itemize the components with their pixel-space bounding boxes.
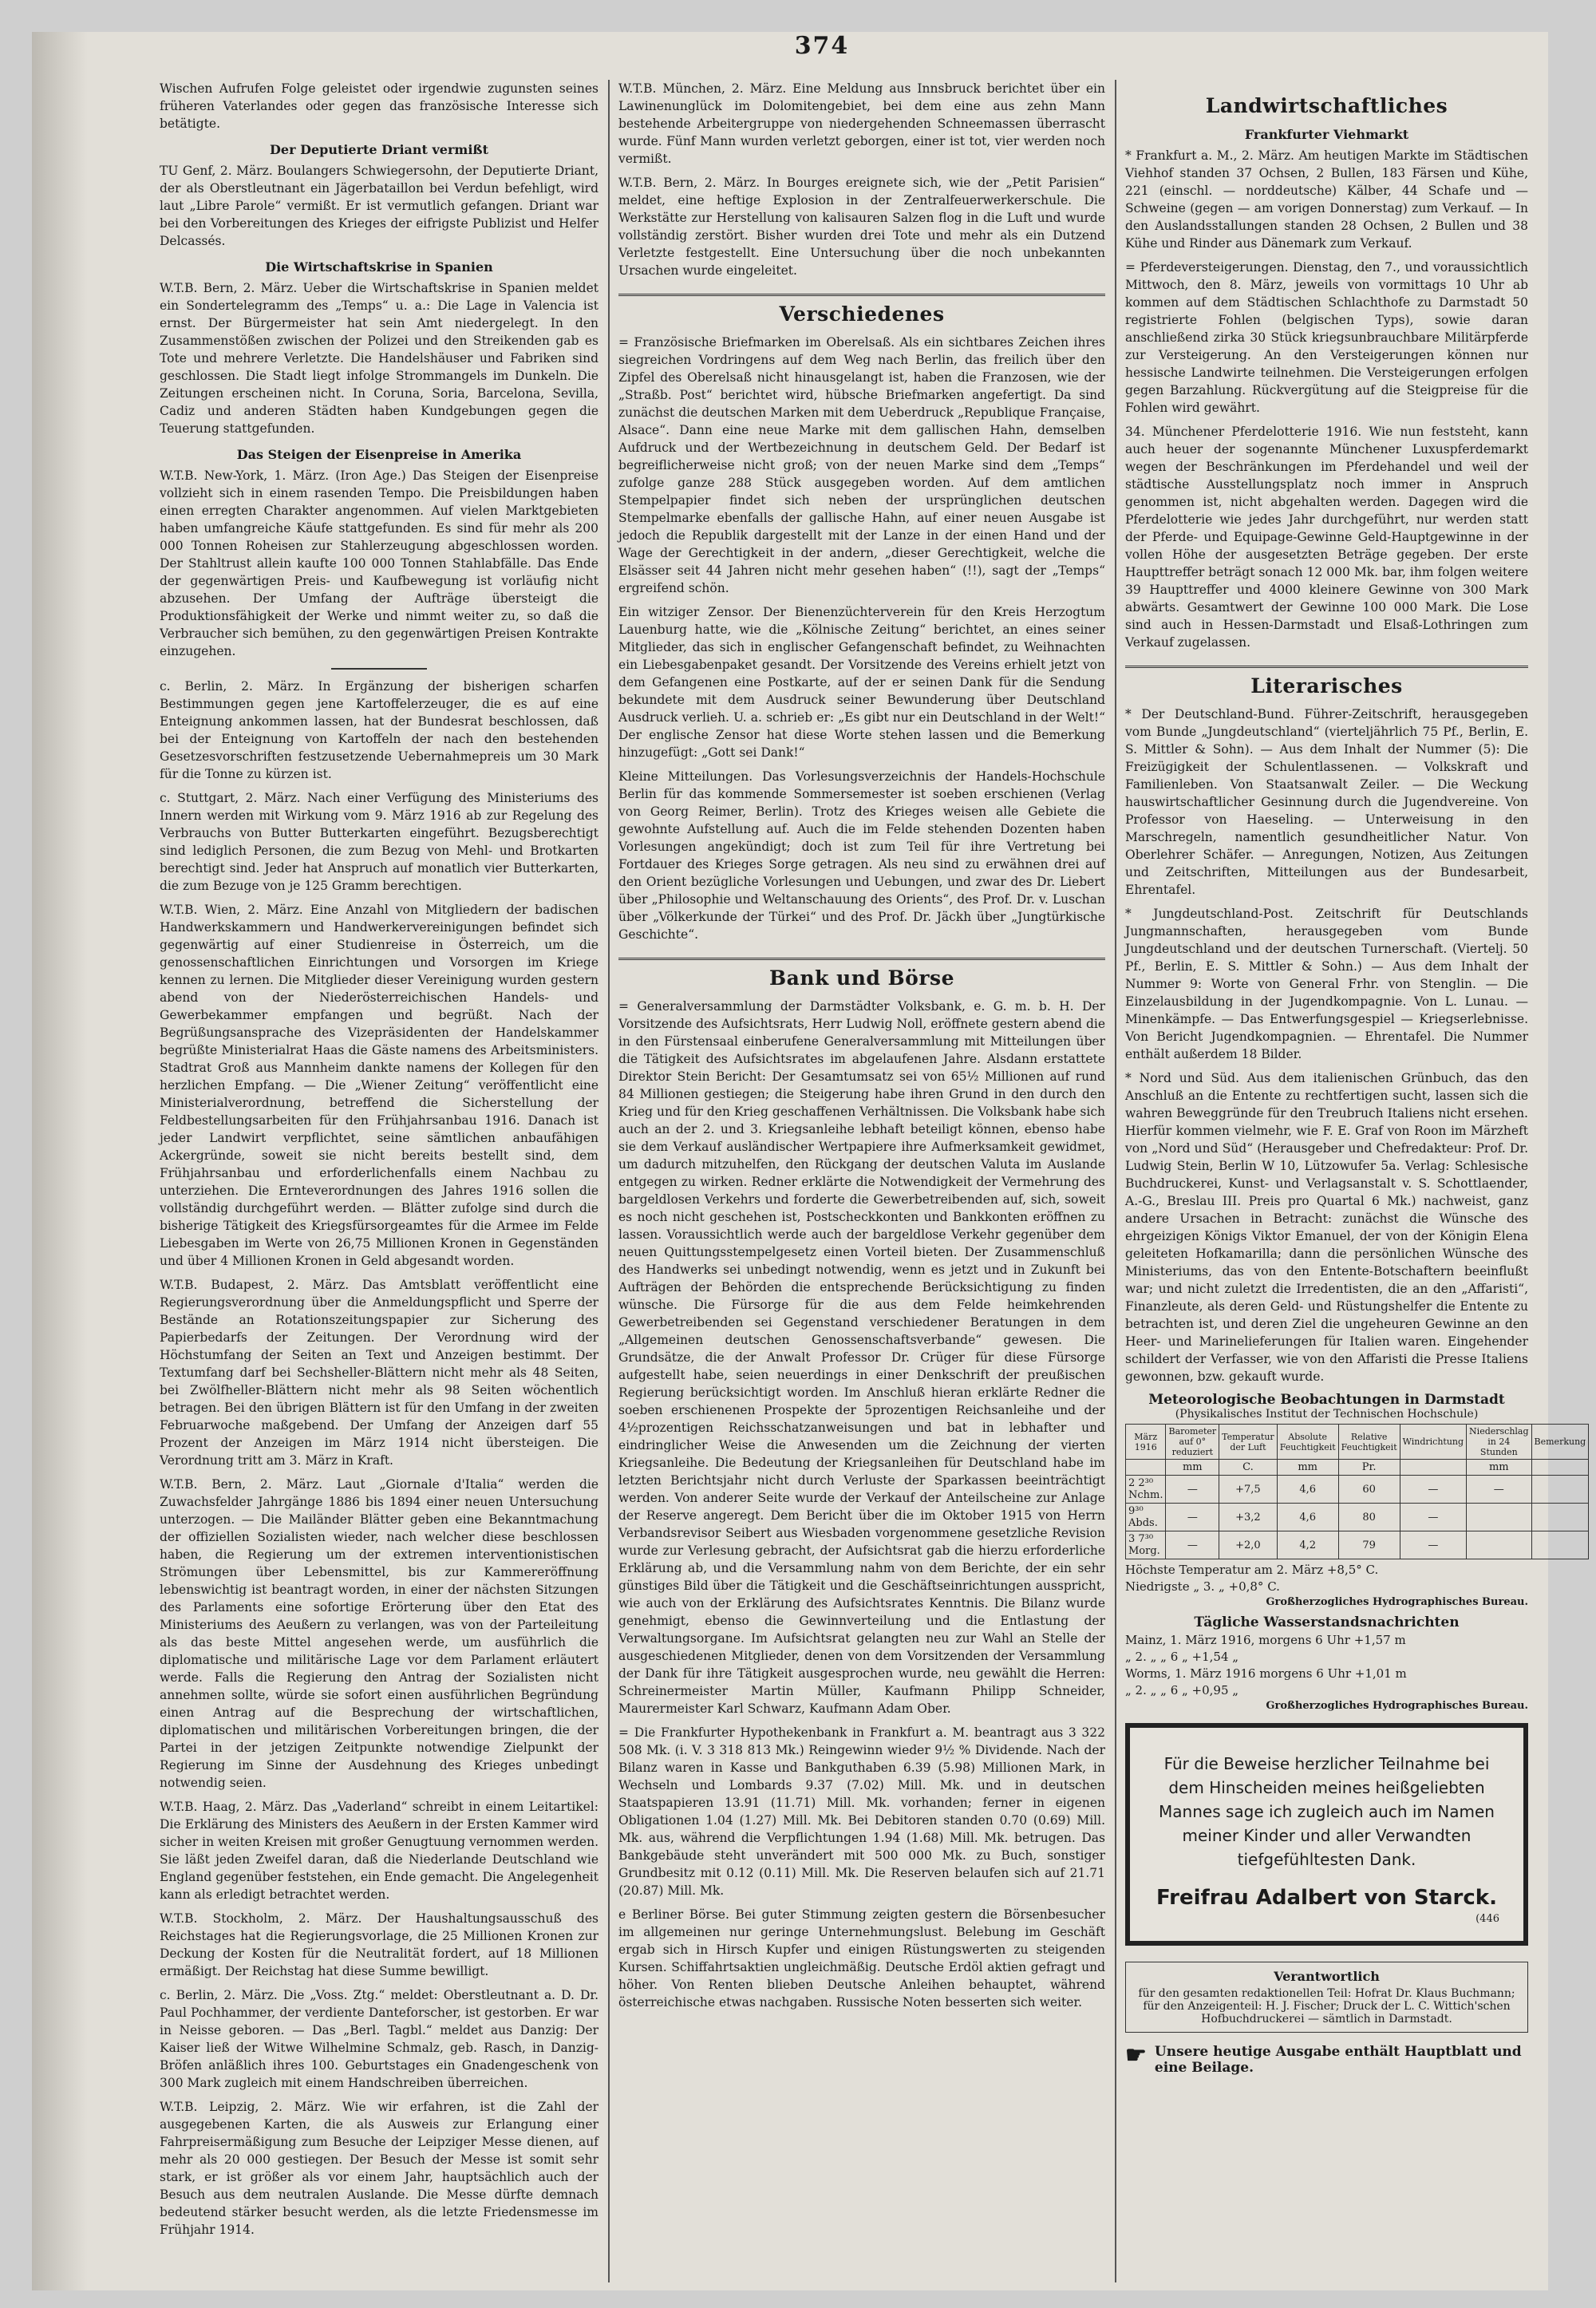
table-cell: 4,2	[1277, 1531, 1338, 1559]
article-text: c. Berlin, 2. März. In Ergänzung der bisherigen scharfen Bestimmungen gegen jene Kartoffelerzeuger, die es auf eine Enteignung ankommen lassen, hat der Bundesrat beschlossen, daß bei der Enteignung von Kartoffeln der nach den bestehenden Gesetzesvorschriften festzusetzende Uebernahmepreis um 30 Mark für die Tonne zu kürzen ist.	[160, 679, 598, 781]
article-text: W.T.B. Bern, 2. März. Ueber die Wirtschaftskrise in Spanien meldet ein Sondertelegramm des „Temps“ u. a.: Die Lage in Valencia ist ernst. Der Bürgermeister hat sein Amt niedergelegt. In den Zusammenstößen zwischen der Polizei und den Streikenden gab es Tote und mehrere Verletzte. Die Handelshäuser und Fabriken sind geschlossen. Die Stadt liegt infolge Strommangels im Dunkeln. Die Zeitungen erscheinen nicht. In Coruna, Soria, Barcelona, Sevilla, Cadiz und anderen Städten haben Kundgebungen gegen die Teuerung stattgefunden.	[160, 281, 598, 436]
table-header: Bemerkung	[1531, 1425, 1589, 1460]
unit-cell	[1126, 1460, 1166, 1476]
article-text: TU Genf, 2. März. Boulangers Schwiegersohn, der Deputierte Driant, der als Oberstleutnant ein Jägerbataillon bei Verdun befehligt, wird laut „Libre Parole“ vermißt. Er ist vermutlich gefangen. Driant war bei den Vorbereitungen des Krieges der eifrigste Publizist und Helfer Delcassés.	[160, 164, 598, 248]
column-2	[618, 80, 1105, 2282]
table-cell: +7,5	[1219, 1476, 1278, 1504]
unit-cell: Pr.	[1338, 1460, 1400, 1476]
temperature-max: Höchste Temperatur am 2. März +8,5° C.	[1125, 1563, 1379, 1577]
water-level-line: „ 2. „ „ 6 „ +0,95 „	[1125, 1683, 1239, 1697]
table-cell: —	[1400, 1476, 1466, 1504]
edition-note-text: Unsere heutige Ausgabe enthält Hauptblatt und eine Beilage.	[1154, 2044, 1522, 2076]
article-text: W.T.B. München, 2. März. Eine Meldung aus Innsbruck berichtet über ein Lawinenunglück im Dolomitengebiet, bei dem eine aus zehn Mann bestehende Arbeitergruppe von niedergehenden Schneemassen überrascht wurde. Fünf Mann wurden verletzt geborgen, einer ist tot, vier werden noch vermißt.	[618, 81, 1105, 166]
table-cell: 4,6	[1277, 1504, 1338, 1531]
table-cell	[1531, 1531, 1589, 1559]
weather-table-subtitle: (Physikalisches Institut der Technischen Hochschule)	[1175, 1408, 1479, 1421]
article-text: * Nord und Süd. Aus dem italienischen Grünbuch, das den Anschluß an die Entente zu rechtfertigen sucht, lassen sich die wahren Beweggründe für den Treubruch Italiens nicht ersehen. Hierfür kommen vielmehr, wie F. E. Graf von Roon im Märzheft von „Nord und Süd“ (Herausgeber und Chefredakteur: Prof. Dr. Ludwig Stein, Berlin W 10, Lützowufer 5a. Verlag: Schlesische Buchdruckerei, Kunst- und Verlagsanstalt v. S. Schottlaender, A.-G., Breslau III. Preis pro Quartal 6 Mk.) nachweist, ganz andere Ursachen in Betracht: zunächst die Wünsche des ehrgeizigen Königs Viktor Emanuel, der von der Königin Elena geleiteten Hofkamarilla; dann die persönlichen Wünsche des Ministeriums, das von den Entente-Botschaftern beeinflußt war; und nicht zuletzt die Irredentisten, die an den „Affaristi“, Finanzleute, als deren Geld- und Rüstungshelfer die Entente zu betrachten ist, und deren Ziel die ungeheuren Gewinne an den Heer- und Marinelieferungen für Italien waren. Eingehender schildert der Verfasser, wie von den Affaristi die Presse Italiens gewonnen, bzw. gekauft wurde.	[1125, 1071, 1528, 1384]
water-level-line: Worms, 1. März 1916 morgens 6 Uhr +1,01 m	[1125, 1666, 1407, 1681]
table-row	[1126, 1476, 1589, 1504]
imprint-box	[1125, 1962, 1528, 2033]
table-cell: —	[1166, 1531, 1219, 1559]
article-text: 34. Münchener Pferdelotterie 1916. Wie nun feststeht, kann auch heuer der sogenannte Münchener Luxuspferdemarkt wegen der Beschränkungen im Pferdehandel und weil der städtische Ausstellungsplatz noch immer in Anspruch genommen ist, nicht abgehalten werden. Dagegen wird die Pferdelotterie wie jedes Jahr durchgeführt, nur werden statt der Pferde- und Equipage-Gewinne Geld-Hauptgewinne in der vollen Höhe der ausgesetzten Beträge gegeben. Der erste Haupttreffer beträgt sonach 12 000 Mk. bar, ihm folgen weitere 39 Haupttreffer und 4000 kleinere Gewinne von 300 Mark abwärts. Gesamtwert der Gewinne 100 000 Mark. Die Lose sind auch in Hessen-Darmstadt und Elsaß-Lothringen zum Verkauf zugelassen.	[1125, 425, 1528, 650]
notice-number: (446	[1476, 1913, 1499, 1925]
water-level-line: Mainz, 1. März 1916, morgens 6 Uhr +1,57 m	[1125, 1633, 1406, 1647]
table-cell	[1531, 1504, 1589, 1531]
edition-note	[1125, 2041, 1528, 2076]
weather-table-title: Meteorologische Beobachtungen in Darmstadt	[1148, 1392, 1505, 1408]
article-text: c. Berlin, 2. März. Die „Voss. Ztg.“ meldet: Oberstleutnant a. D. Dr. Paul Pochhammer, der verdiente Danteforscher, ist gestorben. Er war in Neisse geboren. — Das „Berl. Tagbl.“ meldet aus Danzig: Der Kaiser ließ der Witwe Wilhelmine Schmalz, geb. Rasch, in Danzig-Bröfen anläßlich ihres 100. Geburtstages ein Gnadengeschenk von 300 Mark zugleich mit einem Handschreiben überreichen.	[160, 1988, 598, 2090]
unit-cell	[1400, 1460, 1466, 1476]
table-header: März 1916	[1126, 1425, 1166, 1460]
article-text: W.T.B. Bern, 2. März. In Bourges ereignete sich, wie der „Petit Parisien“ meldet, eine heftige Explosion in der Zentralfeuerwerkerschule. Die Werkstätte zur Herstellung von kalisauren Salzen flog in die Luft und wurde vollständig zerstört. Bisher wurden drei Tote und mehr als ein Dutzend Verletzte festgestellt. Eine Untersuchung über die noch unbekannten Ursachen wurde eingeleitet.	[618, 176, 1105, 278]
imprint-text: für den gesamten redaktionellen Teil: Hofrat Dr. Klaus Buchmann; für den Anzeigenteil: H. J. Fischer; Druck der L. C. Wittich'schen Hofbuchdruckerei — sämtlich in Darmstadt.	[1138, 1987, 1515, 2025]
water-level-source: Großherzogliches Hydrographisches Bureau.	[1266, 1700, 1528, 1712]
table-cell: 79	[1338, 1531, 1400, 1559]
article-text: c. Stuttgart, 2. März. Nach einer Verfügung des Ministeriums des Innern werden mit Wirkung vom 9. März 1916 ab zur Regelung des Verbrauchs von Butter Butterkarten eingeführt. Bezugsberechtigt sind lediglich Personen, die zum Bezug von Mehl- und Brotkarten berechtigt sind. Jeder hat Anspruch auf monatlich vier Butterkarten, die zum Bezuge von je 125 Gramm berechtigen.	[160, 791, 598, 893]
notice-text: Für die Beweise herzlicher Teilnahme bei dem Hinscheiden meines heißgeliebten Mannes sage ich zugleich auch im Namen meiner Kinder und aller Verwandten tiefgefühltesten Dank.	[1159, 1754, 1495, 1869]
article-text: e Berliner Börse. Bei guter Stimmung zeigten gestern die Börsenbesucher im allgemeinen nur geringe Unternehmungslust. Belebung im Geschäft ergab sich in Hirsch Kupfer und einigen Rüstungswerten zu steigenden Kursen. Schiffahrtsaktien ungleichmäßig. Deutsche Erdöl aktien gefragt und höher. Von Renten blieben Deutsche Anleihen behauptet, während österreichische etwas nachgaben. Russische Noten besserten sich weiter.	[618, 1907, 1105, 2010]
table-header: Windrichtung	[1400, 1425, 1466, 1460]
table-cell	[1467, 1531, 1531, 1559]
article-text: Ein witziger Zensor. Der Bienenzüchterverein für den Kreis Herzogtum Lauenburg hatte, wie die „Kölnische Zeitung“ berichtet, an eines seiner Mitglieder, das sich in englischer Gefangenschaft befindet, zu Weihnachten ein Liebesgabenpaket gesandt. Der Vorsitzende des Vereins erhielt jetzt von dem Gefangenen eine Postkarte, auf der er seinen Dank für die Sendung bekundete mit dem Ausdruck seiner Bewunderung über Deutschland Ausdruck verlieh. U. a. schrieb er: „Es gibt nur ein Deutschland in der Welt!“ Der englische Zensor hat diese Worte stehen lassen und die Bemerkung hinzugefügt: „Gott sei Dank!“	[618, 605, 1105, 760]
table-cell: 80	[1338, 1504, 1400, 1531]
headline: Die Wirtschaftskrise in Spanien	[265, 259, 493, 275]
table-cell	[1467, 1504, 1531, 1531]
headline: Der Deputierte Driant vermißt	[270, 142, 488, 157]
table-cell: 60	[1338, 1476, 1400, 1504]
notice-signature: Freifrau Adalbert von Starck.	[1156, 1886, 1497, 1910]
table-header: Barometer auf 0° reduziert	[1166, 1425, 1219, 1460]
page-number: 374	[794, 32, 850, 60]
article-text: W.T.B. Stockholm, 2. März. Der Haushaltungsausschuß des Reichstages hat die Regierungsvorlage, die 25 Millionen Kronen zur Deckung der Kosten für die Neutralität fordert, auf 18 Millionen ermäßigt. Der Reichstag hat diese Summe bewilligt.	[160, 1911, 598, 1978]
table-cell: —	[1400, 1504, 1466, 1531]
unit-cell: mm	[1166, 1460, 1219, 1476]
pointing-hand-icon: ☛	[1125, 2041, 1147, 2069]
column-1	[160, 80, 598, 2282]
water-level-line: „ 2. „ „ 6 „ +1,54 „	[1125, 1650, 1239, 1664]
table-cell: +2,0	[1219, 1531, 1278, 1559]
column-rule	[1115, 80, 1116, 2282]
weather-table	[1125, 1424, 1589, 1559]
temperature-min: Niedrigste „ 3. „ +0,8° C.	[1125, 1579, 1280, 1594]
table-cell: 3 7³⁰ Morg.	[1126, 1531, 1166, 1559]
section-title: Landwirtschaftliches	[1205, 94, 1448, 117]
section-title: Verschiedenes	[618, 294, 1105, 326]
column-3	[1125, 80, 1586, 2282]
column-rule	[608, 80, 610, 2282]
headline: Das Steigen der Eisenpreise in Amerika	[236, 447, 522, 462]
article-text: = Die Frankfurter Hypothekenbank in Frankfurt a. M. beantragt aus 3 322 508 Mk. (i. V. 3 318 813 Mk.) Reingewinn wieder 9½ % Dividende. Nach der Bilanz waren in Kasse und Bankguthaben 6.39 (5.98) Millionen Mark, in Wechseln und Lombards 9.37 (7.02) Mill. Mk. und in deutschen Staatspapieren 13.91 (11.71) Mill. Mk. vorhanden; ferner in eigenen Obligationen 1.04 (1.27) Mill. Mk. Bei Debitoren standen 0.70 (0.69) Mill. Mk. aus, während die Verpflichtungen 1.94 (1.68) Mill. Mk. betrugen. Das Bankgebäude steht unverändert mit 500 000 Mk. zu Buch, sonstiger Grundbesitz mit 0.12 (0.11) Mill. Mk. Die Reserven belaufen sich auf 21.71 (20.87) Mill. Mk.	[618, 1725, 1105, 1898]
article-text: * Frankfurt a. M., 2. März. Am heutigen Markte im Städtischen Viehhof standen 37 Ochsen, 2 Bullen, 183 Färsen und Kühe, 221 (einschl. — norddeutsche) Kälber, 44 Schafe und — Schweine (gegen — am vorigen Donnerstag) zum Verkauf. — In den Auslandsstallungen standen 28 Ochsen, 2 Bullen und 38 Kühe und Rinder aus Dänemark zum Verkauf.	[1125, 148, 1528, 251]
table-cell	[1531, 1476, 1589, 1504]
article-text: = Generalversammlung der Darmstädter Volksbank, e. G. m. b. H. Der Vorsitzende des Aufsichtsrats, Herr Ludwig Noll, eröffnete gestern abend die in den Fürstensaal einberufene Generalversammlung mit Mitteilungen über die Tätigkeit des Aufsichtsrates im abgelaufenen Jahre. Alsdann erstattete Direktor Stein Bericht: Der Gesamtumsatz sei von 65½ Millionen auf rund 84 Millionen gestiegen; die Steigerung habe ihren Grund in den durch den Krieg und für den Krieg geschaffenen Verhältnissen. Die Volksbank habe sich auch an der 2. und 3. Kriegsanleihe lebhaft beteiligt können, ebenso habe sie dem Verkauf ausländischer Wertpapiere ihre Aufmerksamkeit gewidmet, um dadurch mitzuhelfen, den Rückgang der deutschen Valuta im Auslande entgegen zu wirken. Redner erklärte die Notwendigkeit der Vermehrung des bargeldlosen Verkehrs und forderte die Gewerbetreibenden auf, sich, soweit es noch nicht geschehen ist, Postscheckkonten und Bankkonten eröffnen zu lassen. Voraussichtlich werde auch der bargeldlose Verkehr gegenüber dem neuen Quittungsstempelgesetz einen Vorteil bieten. Der Zusammenschluß des Handwerks sei unbedingt notwendig, wenn es jetzt und in Zukunft bei Aufträgen der Behörden die entsprechende Berücksichtigung zu finden wünsche. Die Fürsorge für die aus dem Felde heimkehrenden Gewerbetreibenden sei Gegenstand verschiedener Beratungen in dem „Allgemeinen deutschen Genossenschaftsverbande“ gewesen. Die Grundsätze, die der Anwalt Professor Dr. Crüger für diese Fürsorge aufgestellt habe, seien neuerdings in einer Denkschrift der preußischen Regierung berücksichtigt worden. Im Anschluß hieran erklärte Redner die soeben erschienenen Prospekte der 5prozentigen Reichsanleihe und der 4½prozentigen Reichsschatzanweisungen und bat in lebhafter und eindringlicher Weise die Anwesenden um die Zeichnung der vierten Kriegsanleihe. Die Bedeutung der Kriegsanleihen für Deutschland habe im letzten Berichtsjahr nicht durch Verluste der Sparkassen beeinträchtigt werden. Von anderer Seite wurde der Verkauf der Anteilscheine zur Anlage der Reserve angeregt. Dem Bericht über die im Oktober 1915 von Herrn Verbandsrevisor Seibert aus Wiesbaden vorgenommene gesetzliche Revision wurde zur Verlesung gebracht, der Aufsichtsrat gab die hierzu erforderliche Erklärung ab, und die Versammlung nahm von dem Berichte, der ein sehr günstiges Bild über die Tätigkeit und die Geschäftseinrichtungen ausspricht, wie auch von der Erklärung des Aufsichtsrates Kenntnis. Die Bilanz wurde genehmigt, ebenso die Gewinnverteilung und die Entlastung der Verwaltungsorgane. Im Aufsichtsrat gelangten neu zur Wahl an Stelle der ausgeschiedenen Mitglieder, denen von dem Vorsitzenden der Versammlung der Dank für ihre Tätigkeit ausgesprochen wurde, neu gewählt die Herren: Schreinermeister Martin Müller, Kaufmann Philipp Schneider, Maurermeister Karl Schwarz, Kaufmann Adam Ober.	[618, 999, 1105, 1716]
section-title: Bank und Börse	[618, 958, 1105, 990]
table-header: Temperatur der Luft	[1219, 1425, 1278, 1460]
headline: Frankfurter Viehmarkt	[1244, 127, 1409, 142]
article-text: W.T.B. Leipzig, 2. März. Wie wir erfahren, ist die Zahl der ausgegebenen Karten, die als Ausweis zur Erlangung einer Fahrpreisermäßigung zum Besuche der Leipziger Messe dienen, auf mehr als 20 000 gestiegen. Der Besuch der Messe ist somit sehr stark, er ist größer als vor einem Jahr, hauptsächlich auch der Besuch aus dem neutralen Auslande. Die Messe dürfte demnach bedeutend stärker besucht werden, als die letzte Friedensmesse im Frühjahr 1914.	[160, 2100, 598, 2237]
unit-cell	[1531, 1460, 1589, 1476]
unit-cell: mm	[1467, 1460, 1531, 1476]
water-level-title: Tägliche Wasserstandsnachrichten	[1194, 1614, 1460, 1630]
table-cell: 2 2³⁰ Nchm.	[1126, 1476, 1166, 1504]
table-header: Relative Feuchtigkeit	[1338, 1425, 1400, 1460]
weather-source: Großherzogliches Hydrographisches Bureau.	[1266, 1596, 1528, 1608]
obituary-notice	[1125, 1723, 1528, 1946]
imprint-title: Verantwortlich	[1274, 1969, 1380, 1984]
separator	[331, 668, 427, 670]
table-unit-row	[1126, 1460, 1589, 1476]
table-header: Niederschlag in 24 Stunden	[1467, 1425, 1531, 1460]
article-text: W.T.B. New-York, 1. März. (Iron Age.) Das Steigen der Eisenpreise vollzieht sich in einem rasenden Tempo. Die Preisbildungen haben einen erregten Charakter angenommen. Auf vielen Marktgebieten haben umfangreiche Käufe stattgefunden. Es sind für mehr als 200 000 Tonnen Roheisen zur Stahlerzeugung abgeschlossen worden. Der Stahltrust allein kaufte 100 000 Tonnen Stahlabfälle. Das Ende der gegenwärtigen Preis- und Kaufbewegung ist vorläufig nicht abzusehen. Der Umfang der Aufträge übersteigt die Produktionsfähigkeit der Werke und nimmt weiter zu, so daß die Verbraucher sich bemühen, zu den gegenwärtigen Preisen Kontrakte einzugehen.	[160, 468, 598, 658]
unit-cell: C.	[1219, 1460, 1278, 1476]
article-text: W.T.B. Haag, 2. März. Das „Vaderland“ schreibt in einem Leitartikel: Die Erklärung des Ministers des Aeußern in der Ersten Kammer wird sicher in weiten Kreisen mit großer Genugtuung vernommen werden. Sie läßt jeden Zweifel daran, daß die Niederlande Deutschland wie England gegenüber feststehen, ein Ende gemacht. Die Angelegenheit kann als erledigt betrachtet werden.	[160, 1800, 598, 1902]
table-cell: +3,2	[1219, 1504, 1278, 1531]
table-cell: —	[1467, 1476, 1531, 1504]
article-text: = Pferdeversteigerungen. Dienstag, den 7., und voraussichtlich Mittwoch, den 8. März, jeweils von vormittags 10 Uhr ab kommen auf dem Städtischen Schlachthofe zu Darmstadt 50 registrierte Fohlen (belgischen Typs), sowie daran anschließend zirka 30 Stück kriegsunbrauchbare Militärpferde zur Versteigerung. An den Versteigerungen können nur hessische Landwirte teilnehmen. Die Versteigerungen erfolgen gegen Barzahlung. Rückvergütung auf die Steigpreise für die Fohlen wird gewährt.	[1125, 260, 1528, 415]
article-text: W.T.B. Bern, 2. März. Laut „Giornale d'Italia“ werden die Zuwachsfelder Jahrgänge 1886 bis 1894 einer neuen Untersuchung unterzogen. — Die Mailänder Blätter geben eine Bekanntmachung der offiziellen Sozialisten wieder, nach welcher diese beschlossen haben, die Regierung um der extremen interventionistischen Strömungen über Lebensmittel, bis zur Kammereröffnung lebenswichtig ist beantragt worden, in einer der nächsten Sitzungen des Parlaments eine sofortige Erörterung über den Etat des Ministeriums des Aeußern zu verlangen, was von der Parteileitung als das beste Mittel angesehen werde, um ausführlich die diplomatische und militärische Lage vor dem Parlament erläutert werde. Falls die Regierung den Antrag der Sozialisten nicht annehmen sollte, würde sie sofort einen ausführlichen Begründung einen Antrag auf die Besprechung der wirtschaftlichen, diplomatischen und militärischen Vorbereitungen bringen, die der Partei in der jetzigen Zeitpunkte notwendige Zielpunkt der Regierung im Sinne der Ausdehnung des Krieges unbedingt notwendig seien.	[160, 1477, 598, 1790]
article-text: W.T.B. Budapest, 2. März. Das Amtsblatt veröffentlicht eine Regierungsverordnung über die Anmeldungspflicht und Sperre der Bestände an Rotationszeitungspapier zur Sicherung des Papierbedarfs der Zeitungen. Der Verordnung wird der Höchstumfang der Seiten an Text und Anzeigen bestimmt. Der Textumfang darf bei Sechsheller-Blättern nicht mehr als 48 Seiten, bei Zwölfheller-Blättern nicht mehr als 98 Seiten wöchentlich betragen. Bei den übrigen Blättern ist für den Umfang in der zweiten Februarwoche maßgebend. Der Umfang der Anzeigen darf 55 Prozent der Anzeigen im März 1914 nicht übersteigen. Die Verordnung tritt am 3. März in Kraft.	[160, 1278, 598, 1468]
section-title: Literarisches	[1125, 666, 1528, 698]
article-text: * Jungdeutschland-Post. Zeitschrift für Deutschlands Jungmannschaften, herausgegeben vom Bunde Jungdeutschland und der deutschen Turnerschaft. (Viertelj. 50 Pf., Berlin, E. S. Mittler & Sohn.) — Aus dem Inhalt der Nummer 9: Worte von General Frhr. von Stenglin. — Die Einzelausbildung in der Jugendkompagnie. Von L. Lunau. — Minenkämpfe. — Das Entwerfungsgespiel — Kriegserlebnisse. Von Bericht Jugendkompagnien. — Ehrentafel. Die Nummer enthält außerdem 18 Bilder.	[1125, 907, 1528, 1061]
table-header: Absolute Feuchtigkeit	[1277, 1425, 1338, 1460]
table-cell: —	[1166, 1476, 1219, 1504]
article-text: W.T.B. Wien, 2. März. Eine Anzahl von Mitgliedern der badischen Handwerkskammern und Handwerkervereinigungen befindet sich gegenwärtig auf einer Studienreise in Österreich, um die genossenschaftlichen Einrichtungen und Vorsorgen im Kriege kennen zu lernen. Die Mitglieder dieser Vereinigung wurden gestern abend von der Niederösterreichischen Handels- und Gewerbekammer empfangen und begrüßt. Nach der Begrüßungsansprache des Vizepräsidenten der Handelskammer begrüßte Ministerialrat Haas die Gäste namens des Arbeitsministers. Stadtrat Groß aus Mannheim dankte namens der Kollegen für den herzlichen Empfang. — Die „Wiener Zeitung“ veröffentlicht eine Ministerialverordnung, betreffend die Sicherstellung der Feldbestellungsarbeiten für den Frühjahrsanbau 1916. Danach ist jeder Landwirt verpflichtet, seine sämtlichen anbaufähigen Ackergründe, soweit sie nicht bereits bestellt sind, dem Frühjahrsanbau und erforderlichenfalls einem Nachbau zu unterziehen. Die Ernteverordnungen des Jahres 1916 sollen die vollständig durchgeführt werden. — Blätter zufolge sind durch die bisherige Tätigkeit des Kriegsfürsorgeamtes für die Armee im Felde Liebesgaben im Werte von 26,75 Millionen Kronen in Gegenständen und über 4 Millionen Kronen in Geld abgesandt worden.	[160, 903, 598, 1268]
article-text: Kleine Mitteilungen. Das Vorlesungsverzeichnis der Handels-Hochschule Berlin für das kommende Sommersemester ist soeben erschienen (Verlag von Georg Reimer, Berlin). Trotz des Krieges weisen alle Gebiete die gewohnte Aufstellung auf. Auch die im Felde stehenden Dozenten haben Vorlesungen angekündigt; doch ist zum Teil für ihre Vertretung bei Fortdauer des Krieges Sorge getragen. Als neu sind zu erwähnen drei auf den Orient bezügliche Vorlesungen und Uebungen, und zwar des Dr. Liebert über „Philosophie und Weltanschauung des Orients“, des Prof. Dr. v. Luschan über „Völkerkunde der Türkei“ und des Prof. Dr. Jäckh über „Jungtürkische Geschichte“.	[618, 769, 1105, 942]
table-header-row	[1126, 1425, 1589, 1460]
article-text: Wischen Aufrufen Folge geleistet oder irgendwie zugunsten seines früheren Vaterlandes oder gegen das französische Interesse sich betätigte.	[160, 81, 598, 131]
article-text: = Französische Briefmarken im Oberelsaß. Als ein sichtbares Zeichen ihres siegreichen Vordringens auf dem Weg nach Berlin, das freilich über den Zipfel des Oberelsaß nicht hinausgelangt ist, haben die Franzosen, wie der „Straßb. Post“ berichtet wird, hübsche Briefmarken angefertigt. Da sind zunächst die deutschen Marken mit dem Ueberdruck „Republique Française, Alsace“. Dann eine neue Marke mit dem gallischen Hahn, demselben Aufdruck und der Wertbezeichnung in deutschem Geld. Der Bedarf ist begreiflicherweise nicht groß; von der neuen Marke sind dem „Temps“ zufolge ganze 288 Stück ausgegeben worden. Auf dem amtlichen Stempelpapier findet sich neben der ursprünglichen deutschen Stempelmarke ebenfalls der gallische Hahn, auf einer neuen Ausgabe ist jedoch die Republik dargestellt mit der Lanze in der einen Hand und der Wage der Gerechtigkeit in der andern, „dieser Gerechtigkeit, welche die Elsässer seit 44 Jahren nicht mehr gesehen haben“ (!!), sagt der „Temps“ ergreifend schön.	[618, 335, 1105, 595]
newspaper-page	[32, 32, 1586, 2290]
table-row	[1126, 1531, 1589, 1559]
binding-edge	[32, 32, 88, 2290]
table-cell: —	[1166, 1504, 1219, 1531]
table-cell: 9³⁰ Abds.	[1126, 1504, 1166, 1531]
table-row	[1126, 1504, 1589, 1531]
unit-cell: mm	[1277, 1460, 1338, 1476]
table-cell: —	[1400, 1531, 1466, 1559]
table-cell: 4,6	[1277, 1476, 1338, 1504]
article-text: * Der Deutschland-Bund. Führer-Zeitschrift, herausgegeben vom Bunde „Jungdeutschland“ (vierteljährlich 75 Pf., Berlin, E. S. Mittler & Sohn). — Aus dem Inhalt der Nummer (5): Die Freizügigkeit der Schulentlassenen. — Volkskraft und Familienleben. Von Staatsanwalt Zeiler. — Die Weckung hauswirtschaftlicher Gesinnung durch die Jugendvereine. Von Professor von Haeseling. — Unterweisung in den Marschregeln, namentlich gesundheitlicher Natur. Von Oberlehrer Schäfer. — Anregungen, Notizen, Aus Zeitungen und Zeitschriften, Mitteilungen aus der Bundesarbeit, Ehrentafel.	[1125, 707, 1528, 897]
